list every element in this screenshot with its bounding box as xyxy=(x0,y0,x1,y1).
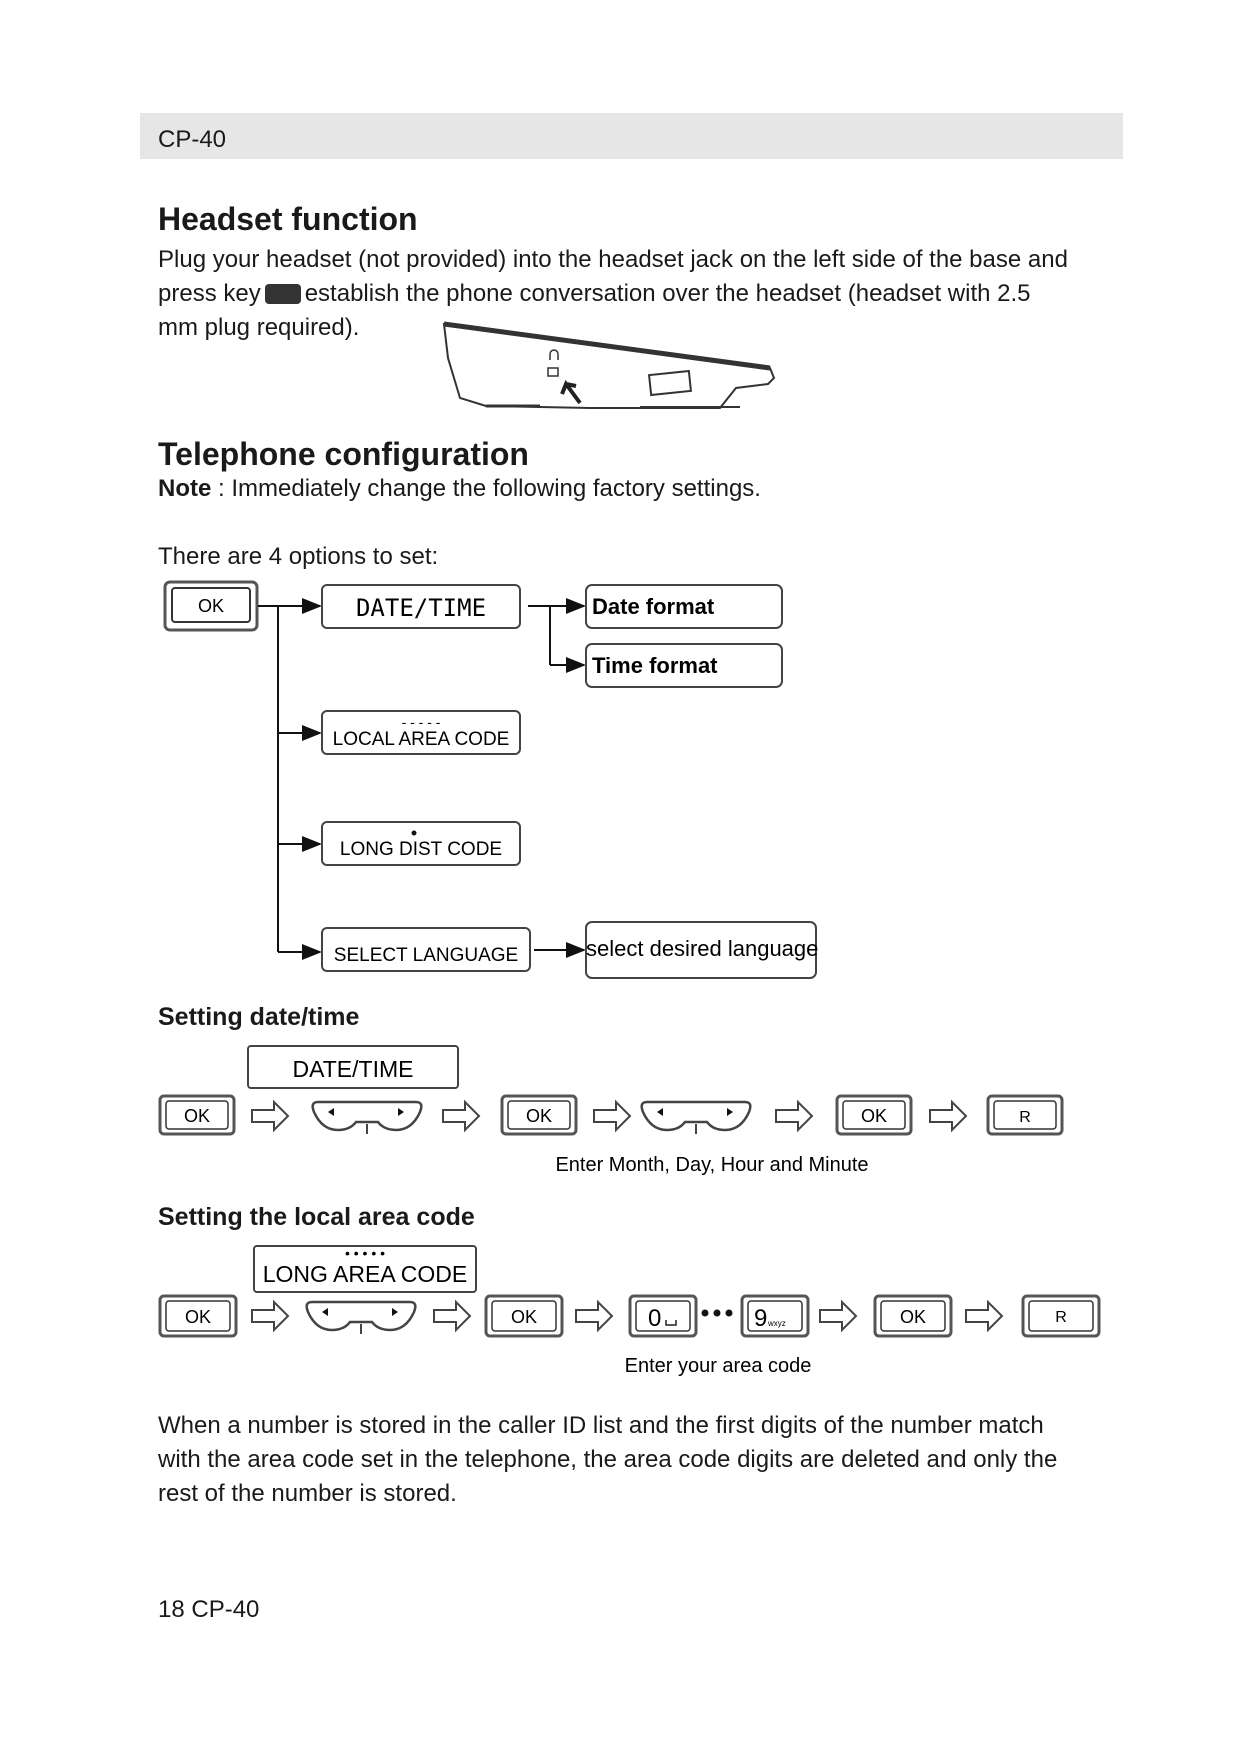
area-code-display xyxy=(254,1245,476,1292)
ac-ellipsis xyxy=(702,1310,733,1317)
ac-arrow-4-icon xyxy=(820,1302,856,1330)
dt-nav-key-1-icon xyxy=(313,1102,422,1134)
header-title: CP-40 xyxy=(158,126,227,153)
svg-text:select desired language: select desired language xyxy=(586,936,819,961)
dt-ok-key-1 xyxy=(160,1096,234,1134)
dt-ok-key-2 xyxy=(502,1096,576,1134)
ac-ok-key-1 xyxy=(160,1296,236,1336)
datetime-caption: Enter Month, Day, Hour and Minute xyxy=(555,1154,869,1176)
datetime-heading: Setting date/time xyxy=(158,1003,360,1031)
menu-local-area-code xyxy=(322,711,520,754)
menu-select-language xyxy=(322,928,530,971)
note-text: : Immediately change the following factory settings. xyxy=(211,475,761,502)
area-code-heading: Setting the local area code xyxy=(158,1203,475,1231)
svg-text:0: 0 xyxy=(648,1305,662,1332)
dt-arrow-4-icon xyxy=(776,1102,812,1130)
closing-line-2: with the area code set in the telephone, the area code digits are deleted and only the xyxy=(158,1446,1058,1473)
dt-arrow-5-icon xyxy=(930,1102,966,1130)
svg-text:- - - - -: - - - - - xyxy=(401,714,441,730)
ac-arrow-2-icon xyxy=(434,1302,470,1330)
dt-ok-key-3 xyxy=(837,1096,911,1134)
ac-nav-key-icon xyxy=(307,1302,416,1334)
closing-line-1: When a number is stored in the caller ID list and the first digits of the number match xyxy=(158,1412,1044,1439)
svg-text:DATE/TIME: DATE/TIME xyxy=(355,594,487,622)
svg-text:9: 9 xyxy=(754,1305,768,1332)
headset-heading: Headset function xyxy=(158,201,418,237)
dt-r-key xyxy=(988,1096,1062,1134)
headset-line-1: Plug your headset (not provided) into the headset jack on the left side of the base and xyxy=(158,246,1068,273)
dt-nav-key-2-icon xyxy=(642,1102,751,1134)
svg-text:Date format: Date format xyxy=(592,594,715,619)
svg-text:R: R xyxy=(1055,1309,1067,1326)
dt-arrow-3-icon xyxy=(594,1102,630,1130)
ac-arrow-1-icon xyxy=(252,1302,288,1330)
svg-text:OK: OK xyxy=(197,596,225,616)
headset-line-2: press key establish the phone conversation over the headset (headset with 2.5 xyxy=(158,280,1031,307)
svg-text:Time format: Time format xyxy=(592,653,718,678)
svg-text:OK: OK xyxy=(899,1307,927,1327)
svg-text:DATE/TIME: DATE/TIME xyxy=(292,1056,414,1082)
menu-datetime xyxy=(322,585,520,628)
ac-key-0 xyxy=(630,1296,696,1336)
datetime-sequence-diagram xyxy=(0,1040,1241,1180)
ac-ok-key-3 xyxy=(875,1296,951,1336)
svg-text:OK: OK xyxy=(183,1106,211,1126)
ac-key-9 xyxy=(742,1296,808,1336)
svg-text:OK: OK xyxy=(525,1106,553,1126)
svg-text:LONG DIST CODE: LONG DIST CODE xyxy=(339,839,503,860)
ac-r-key xyxy=(1023,1296,1099,1336)
svg-text:• • • • •: • • • • • xyxy=(344,1245,386,1261)
ac-arrow-3-icon xyxy=(576,1302,612,1330)
datetime-display xyxy=(248,1046,458,1088)
svg-text:SELECT LANGUAGE: SELECT LANGUAGE xyxy=(333,945,519,966)
closing-line-3: rest of the number is stored. xyxy=(158,1480,457,1507)
svg-text:LONG AREA CODE: LONG AREA CODE xyxy=(262,1261,468,1287)
svg-text:OK: OK xyxy=(184,1307,212,1327)
headset-line-3: mm plug required). xyxy=(158,314,360,341)
svg-text:LOCAL AREA CODE: LOCAL AREA CODE xyxy=(332,729,510,750)
svg-text:wxyz: wxyz xyxy=(768,1319,786,1328)
ac-arrow-5-icon xyxy=(966,1302,1002,1330)
config-heading: Telephone configuration xyxy=(158,436,529,472)
ok-key xyxy=(165,582,257,630)
time-format-box xyxy=(586,644,782,687)
svg-text:R: R xyxy=(1019,1109,1031,1126)
dt-arrow-1-icon xyxy=(252,1102,288,1130)
ac-ok-key-2 xyxy=(486,1296,562,1336)
note-label: Note xyxy=(158,475,212,502)
options-intro: There are 4 options to set: xyxy=(158,543,439,570)
area-code-sequence-diagram xyxy=(0,1240,1241,1380)
dt-arrow-2-icon xyxy=(443,1102,479,1130)
closing-paragraph xyxy=(158,1409,1118,1511)
area-code-caption: Enter your area code xyxy=(624,1355,812,1377)
svg-text:OK: OK xyxy=(860,1106,888,1126)
svg-text:OK: OK xyxy=(510,1307,538,1327)
select-language-box xyxy=(586,922,818,978)
menu-long-dist-code xyxy=(322,822,520,865)
date-format-box xyxy=(586,585,782,628)
page-footer: 18 CP-40 xyxy=(158,1596,260,1623)
